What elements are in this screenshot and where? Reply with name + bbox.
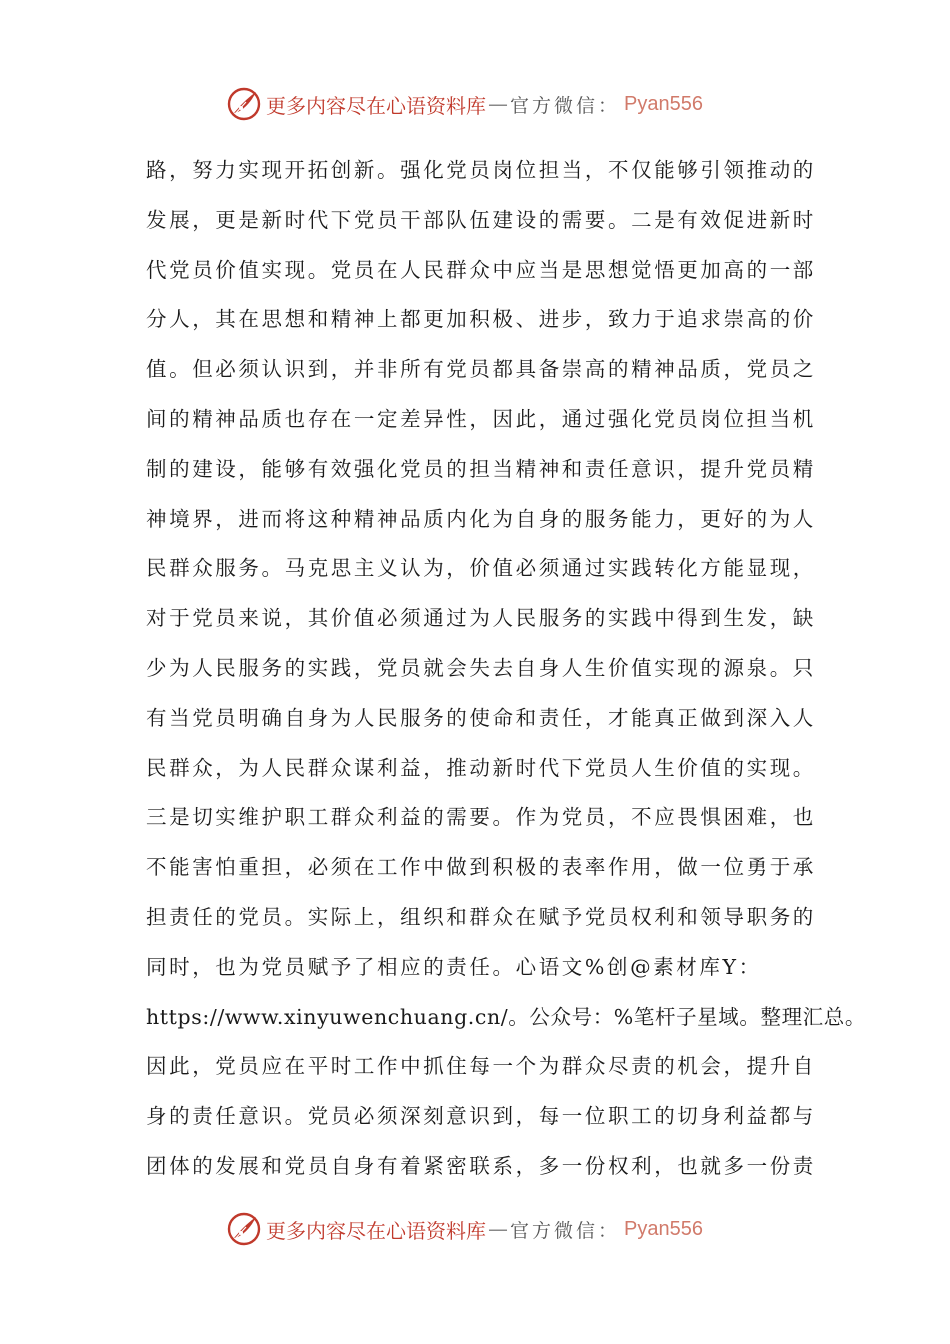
body-line-url: https://www.xinyuwenchuang.cn/。公众号：%笔杆子星域。整理汇总。 <box>146 1004 866 1029</box>
body-line: 神境界，进而将这种精神品质内化为自身的服务能力，更好的为人 <box>146 506 816 531</box>
body-line: 民群众服务。马克思主义认为，价值必须通过实践转化方能显现， <box>146 556 816 581</box>
body-line: 身的责任意识。党员必须深刻意识到，每一位职工的切身利益都与 <box>146 1104 816 1129</box>
body-line: 代党员价值实现。党员在人民群众中应当是思想觉悟更加高的一部 <box>146 257 816 282</box>
body-line: 团体的发展和党员自身有着紧密联系，多一份权利，也就多一份责 <box>146 1153 816 1178</box>
body-line: 间的精神品质也存在一定差异性，因此，通过强化党员岗位担当机 <box>146 406 816 431</box>
footer-wechat-label: 官方微信： <box>510 1219 621 1242</box>
header-wechat-id: Pyan556 <box>624 92 703 115</box>
body-line: 制的建设，能够有效强化党员的担当精神和责任意识，提升党员精 <box>146 456 816 481</box>
footer-wechat-id: Pyan556 <box>624 1217 703 1240</box>
body-line: 分人，其在思想和精神上都更加积极、进步，致力于追求崇高的价 <box>146 307 816 332</box>
header-dash: — <box>488 92 508 116</box>
footer-banner <box>226 1209 786 1249</box>
body-line: 值。但必须认识到，并非所有党员都具备崇高的精神品质，党员之 <box>146 357 816 382</box>
footer-slogan: 更多内容尽在心语资料库 <box>266 1218 486 1243</box>
header-slogan: 更多内容尽在心语资料库 <box>266 93 486 118</box>
body-line: 有当党员明确自身为人民服务的使命和责任，才能真正做到深入人 <box>146 705 816 730</box>
body-line: 担责任的党员。实际上，组织和群众在赋予党员权利和领导职务的 <box>146 904 816 929</box>
header-wechat-label: 官方微信： <box>510 94 621 117</box>
body-line: 少为人民服务的实践，党员就会失去自身人生价值实现的源泉。只 <box>146 655 816 680</box>
body-line: 因此，党员应在平时工作中抓住每一个为群众尽责的机会，提升自 <box>146 1054 816 1079</box>
body-line: 不能害怕重担，必须在工作中做到积极的表率作用，做一位勇于承 <box>146 855 816 880</box>
quill-pen-logo-icon <box>226 86 262 122</box>
header-banner <box>226 84 786 124</box>
body-line: 三是切实维护职工群众利益的需要。作为党员，不应畏惧困难，也 <box>146 805 816 830</box>
body-line: 发展，更是新时代下党员干部队伍建设的需要。二是有效促进新时 <box>146 207 816 232</box>
body-line: 路，努力实现开拓创新。强化党员岗位担当，不仅能够引领推动的 <box>146 158 816 182</box>
footer-dash: — <box>488 1217 508 1241</box>
body-line: 民群众，为人民群众谋利益，推动新时代下党员人生价值的实现。 <box>146 755 816 780</box>
quill-pen-logo-icon <box>226 1211 262 1247</box>
body-line: 对于党员来说，其价值必须通过为人民服务的实践中得到生发，缺 <box>146 606 816 631</box>
body-line: 同时，也为党员赋予了相应的责任。心语文%创@素材库Y： <box>146 954 762 979</box>
document-body <box>146 146 866 1192</box>
